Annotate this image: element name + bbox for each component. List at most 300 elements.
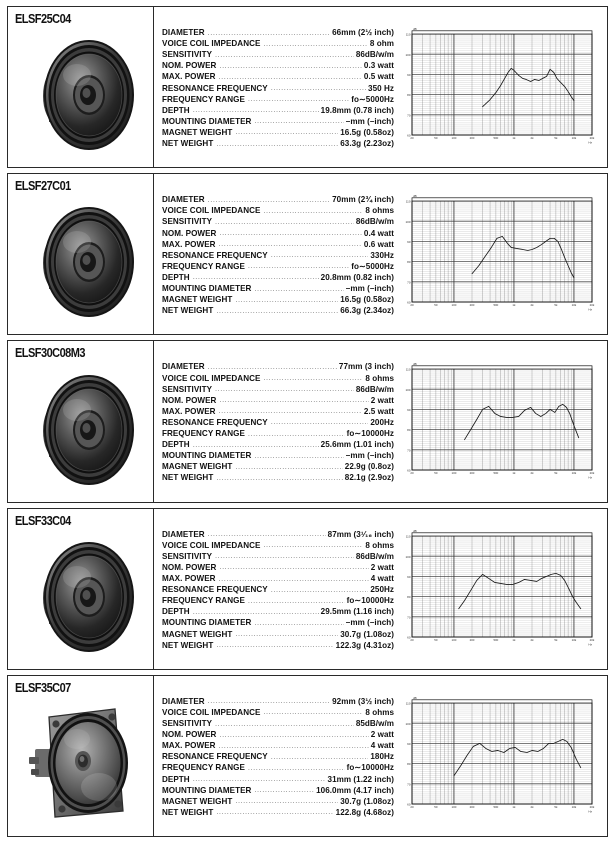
dot-leader	[263, 208, 363, 215]
chart-cell	[398, 513, 603, 665]
spec-value: fo∼10000Hz	[346, 429, 394, 439]
svg-text:20: 20	[410, 637, 414, 642]
dot-leader	[263, 542, 363, 549]
spec-value: 20.8mm (0.82 inch)	[320, 272, 394, 282]
dot-leader	[254, 118, 343, 125]
svg-text:2k: 2k	[530, 637, 534, 642]
spec-row	[162, 529, 394, 540]
spec-value: 106.0mm (4.17 inch)	[316, 785, 394, 795]
spec-row	[162, 595, 394, 606]
dot-leader	[208, 698, 330, 705]
spec-row	[162, 239, 394, 250]
svg-text:100: 100	[451, 303, 457, 308]
dot-leader	[235, 297, 338, 304]
svg-text:dB: dB	[413, 695, 417, 700]
svg-text:110: 110	[405, 199, 411, 204]
spec-value: 0.4 watt	[363, 228, 394, 238]
dot-leader	[219, 408, 362, 415]
svg-text:10k: 10k	[571, 136, 577, 141]
svg-text:100: 100	[451, 637, 457, 642]
product-image-cell	[8, 174, 154, 334]
svg-text:110: 110	[405, 701, 411, 706]
spec-value: 29.5mm (1.16 inch)	[320, 607, 394, 617]
dot-leader	[254, 787, 314, 794]
dot-leader	[219, 565, 368, 572]
spec-value: –mm (–inch)	[345, 451, 394, 461]
spec-row	[162, 785, 394, 796]
svg-text:100: 100	[405, 387, 411, 392]
dot-leader	[216, 308, 338, 315]
dot-leader	[219, 241, 362, 248]
spec-row	[162, 640, 394, 651]
panel-body	[154, 174, 607, 334]
svg-text:Hz: Hz	[588, 809, 592, 814]
spec-value: 66.3g (2.34oz)	[340, 306, 394, 316]
product-panel	[7, 508, 608, 670]
dot-leader	[215, 52, 354, 59]
spec-value: 350 Hz	[368, 83, 394, 93]
svg-text:110: 110	[405, 367, 411, 372]
dot-leader	[254, 620, 343, 627]
svg-text:60: 60	[407, 635, 411, 640]
dot-leader	[219, 743, 369, 750]
product-panel	[7, 6, 608, 168]
spec-label: DIAMETER	[162, 529, 205, 539]
spec-value: 66mm (2½ inch)	[332, 28, 394, 38]
dot-leader	[208, 364, 337, 371]
spec-value: 122.8g (4.68oz)	[335, 807, 394, 817]
svg-text:2k: 2k	[530, 136, 534, 141]
spec-row	[162, 216, 394, 227]
dot-leader	[235, 464, 342, 471]
svg-text:60: 60	[407, 300, 411, 305]
spec-label: MOUNTING DIAMETER	[162, 451, 252, 461]
spec-label: RESONANCE FREQUENCY	[162, 752, 268, 762]
svg-text:Hz: Hz	[588, 140, 592, 145]
svg-text:5k: 5k	[554, 805, 558, 810]
spec-value: fo∼10000Hz	[346, 596, 394, 606]
spec-label: DIAMETER	[162, 362, 205, 372]
spec-label: DEPTH	[162, 774, 190, 784]
spec-value: fo∼10000Hz	[346, 763, 394, 773]
svg-text:50: 50	[434, 470, 438, 475]
spec-value: 180Hz	[370, 752, 394, 762]
dot-leader	[216, 642, 333, 649]
svg-text:20: 20	[410, 805, 414, 810]
svg-text:100: 100	[451, 805, 457, 810]
spec-row	[162, 83, 394, 94]
spec-row	[162, 461, 394, 472]
spec-value: 8 ohms	[365, 373, 394, 383]
dot-leader	[208, 197, 330, 204]
svg-text:90: 90	[407, 73, 411, 78]
spec-value: 85dB/w/m	[355, 719, 394, 729]
specification-list	[154, 11, 398, 163]
svg-text:dB: dB	[413, 361, 417, 366]
spec-value: 0.5 watt	[363, 72, 394, 82]
svg-text:200: 200	[469, 470, 475, 475]
spec-label: NOM. POWER	[162, 228, 217, 238]
spec-row	[162, 606, 394, 617]
speaker-image	[8, 190, 153, 332]
svg-text:70: 70	[407, 782, 411, 787]
spec-row	[162, 60, 394, 71]
speaker-image	[8, 23, 153, 165]
dot-leader	[215, 219, 354, 226]
spec-row	[162, 540, 394, 551]
svg-text:90: 90	[407, 741, 411, 746]
product-panel	[7, 340, 608, 502]
spec-row	[162, 707, 394, 718]
spec-label: NET WEIGHT	[162, 807, 214, 817]
spec-row	[162, 105, 394, 116]
spec-value: 4 watt	[370, 574, 394, 584]
svg-text:5k: 5k	[554, 136, 558, 141]
speaker-image	[8, 357, 153, 499]
spec-label: NET WEIGHT	[162, 139, 214, 149]
svg-text:80: 80	[407, 594, 411, 599]
dot-leader	[215, 721, 354, 728]
specification-list	[154, 345, 398, 497]
svg-text:50: 50	[434, 303, 438, 308]
product-image-cell	[8, 341, 154, 501]
dot-leader	[219, 230, 361, 237]
dot-leader	[235, 631, 338, 638]
spec-value: 0.3 watt	[363, 61, 394, 71]
spec-row	[162, 194, 394, 205]
svg-text:70: 70	[407, 280, 411, 285]
svg-text:dB: dB	[413, 528, 417, 533]
spec-row	[162, 116, 394, 127]
dot-leader	[271, 252, 369, 259]
spec-row	[162, 629, 394, 640]
spec-label: MAX. POWER	[162, 406, 216, 416]
spec-row	[162, 27, 394, 38]
dot-leader	[208, 30, 330, 37]
spec-row	[162, 807, 394, 818]
frequency-response-chart	[400, 529, 596, 649]
spec-label: DEPTH	[162, 272, 190, 282]
spec-label: VOICE COIL IMPEDANCE	[162, 39, 261, 49]
spec-label: MAGNET WEIGHT	[162, 462, 233, 472]
svg-text:80: 80	[407, 93, 411, 98]
speaker-photo	[19, 33, 143, 155]
dot-leader	[271, 754, 369, 761]
spec-row	[162, 294, 394, 305]
svg-text:100: 100	[405, 554, 411, 559]
spec-row	[162, 250, 394, 261]
svg-text:20k: 20k	[589, 637, 595, 642]
spec-label: NET WEIGHT	[162, 306, 214, 316]
spec-value: 82.1g (2.9oz)	[344, 473, 394, 483]
spec-label: MAX. POWER	[162, 574, 216, 584]
svg-text:60: 60	[407, 133, 411, 138]
svg-text:10k: 10k	[571, 303, 577, 308]
spec-row	[162, 774, 394, 785]
spec-value: 70mm (2¾ inch)	[332, 195, 394, 205]
svg-text:dB: dB	[413, 194, 417, 199]
spec-label: MAGNET WEIGHT	[162, 127, 233, 137]
spec-label: NOM. POWER	[162, 562, 217, 572]
spec-row	[162, 384, 394, 395]
spec-value: 330Hz	[370, 250, 394, 260]
spec-row	[162, 762, 394, 773]
frequency-response-chart	[400, 27, 596, 147]
spec-label: MAGNET WEIGHT	[162, 295, 233, 305]
speaker-photo	[19, 368, 143, 490]
svg-text:60: 60	[407, 802, 411, 807]
spec-label: MOUNTING DIAMETER	[162, 618, 252, 628]
spec-value: fo∼5000Hz	[351, 94, 394, 104]
dot-leader	[208, 531, 326, 538]
spec-label: SENSITIVITY	[162, 217, 213, 227]
svg-text:5k: 5k	[554, 303, 558, 308]
svg-text:20: 20	[410, 303, 414, 308]
svg-text:100: 100	[451, 470, 457, 475]
spec-value: 31mm (1.22 inch)	[327, 774, 394, 784]
svg-text:50: 50	[434, 136, 438, 141]
spec-row	[162, 740, 394, 751]
panel-body	[154, 509, 607, 669]
svg-text:5k: 5k	[554, 637, 558, 642]
spec-row	[162, 127, 394, 138]
dot-leader	[215, 386, 354, 393]
spec-value: 30.7g (1.08oz)	[340, 629, 394, 639]
model-number: ELSF30C08M3	[15, 346, 86, 361]
model-number: ELSF35C07	[15, 680, 71, 695]
svg-text:Hz: Hz	[588, 475, 592, 480]
dot-leader	[248, 598, 345, 605]
spec-label: MAGNET WEIGHT	[162, 629, 233, 639]
spec-label: MAGNET WEIGHT	[162, 796, 233, 806]
dot-leader	[216, 475, 342, 482]
frequency-response-chart	[400, 194, 596, 314]
dot-leader	[271, 587, 369, 594]
spec-value: 250Hz	[370, 585, 394, 595]
spec-row	[162, 272, 394, 283]
spec-label: MAX. POWER	[162, 72, 216, 82]
svg-text:1k: 1k	[512, 637, 516, 642]
spec-label: FREQUENCY RANGE	[162, 94, 245, 104]
spec-value: 77mm (3 inch)	[338, 362, 394, 372]
spec-value: 86dB/w/m	[355, 551, 394, 561]
product-image-cell	[8, 676, 154, 836]
spec-row	[162, 428, 394, 439]
frequency-response-chart	[400, 362, 596, 482]
spec-row	[162, 71, 394, 82]
spec-label: DEPTH	[162, 607, 190, 617]
spec-label: DIAMETER	[162, 195, 205, 205]
spec-label: RESONANCE FREQUENCY	[162, 83, 268, 93]
svg-text:2k: 2k	[530, 303, 534, 308]
svg-text:1k: 1k	[512, 470, 516, 475]
spec-label: NOM. POWER	[162, 61, 217, 71]
svg-text:80: 80	[407, 260, 411, 265]
dot-leader	[216, 809, 333, 816]
spec-row	[162, 472, 394, 483]
dot-leader	[263, 41, 367, 48]
dot-leader	[193, 609, 319, 616]
dot-leader	[219, 74, 362, 81]
svg-text:5k: 5k	[554, 470, 558, 475]
svg-text:20k: 20k	[589, 805, 595, 810]
spec-value: 87mm (3¹⁄₁₆ inch)	[327, 529, 394, 539]
svg-text:10k: 10k	[571, 637, 577, 642]
spec-label: DEPTH	[162, 105, 190, 115]
spec-label: RESONANCE FREQUENCY	[162, 250, 268, 260]
spec-value: 25.6mm (1.01 inch)	[320, 440, 394, 450]
spec-value: 2 watt	[370, 395, 394, 405]
spec-value: 86dB/w/m	[355, 384, 394, 394]
frequency-response-chart	[400, 696, 596, 816]
spec-value: 86dB/w/m	[355, 50, 394, 60]
spec-row	[162, 49, 394, 60]
svg-text:1k: 1k	[512, 805, 516, 810]
spec-value: 16.5g (0.58oz)	[340, 127, 394, 137]
spec-value: 8 ohm	[369, 39, 394, 49]
svg-text:100: 100	[405, 220, 411, 225]
spec-row	[162, 261, 394, 272]
spec-value: 200Hz	[370, 417, 394, 427]
spec-row	[162, 439, 394, 450]
spec-value: –mm (–inch)	[345, 618, 394, 628]
dot-leader	[193, 776, 326, 783]
spec-label: NOM. POWER	[162, 730, 217, 740]
dot-leader	[235, 130, 338, 137]
model-number: ELSF25C04	[15, 12, 71, 26]
svg-text:20k: 20k	[589, 470, 595, 475]
spec-row	[162, 696, 394, 707]
svg-text:100: 100	[405, 721, 411, 726]
spec-label: NET WEIGHT	[162, 473, 214, 483]
spec-row	[162, 38, 394, 49]
spec-row	[162, 373, 394, 384]
svg-text:60: 60	[407, 468, 411, 473]
dot-leader	[271, 420, 369, 427]
dot-leader	[193, 275, 319, 282]
dot-leader	[235, 798, 338, 805]
spec-label: DIAMETER	[162, 696, 205, 706]
dot-leader	[193, 107, 319, 114]
spec-label: SENSITIVITY	[162, 719, 213, 729]
spec-label: VOICE COIL IMPEDANCE	[162, 540, 261, 550]
svg-text:20k: 20k	[589, 136, 595, 141]
svg-text:70: 70	[407, 113, 411, 118]
spec-row	[162, 617, 394, 628]
spec-row	[162, 796, 394, 807]
dot-leader	[263, 710, 363, 717]
spec-label: VOICE COIL IMPEDANCE	[162, 206, 261, 216]
dot-leader	[248, 263, 349, 270]
spec-label: RESONANCE FREQUENCY	[162, 417, 268, 427]
spec-value: 8 ohms	[365, 707, 394, 717]
dot-leader	[254, 286, 343, 293]
spec-label: FREQUENCY RANGE	[162, 429, 245, 439]
specification-list	[154, 680, 398, 832]
svg-text:10k: 10k	[571, 805, 577, 810]
chart-cell	[398, 345, 603, 497]
product-image-cell	[8, 509, 154, 669]
svg-text:Hz: Hz	[588, 642, 592, 647]
svg-text:10k: 10k	[571, 470, 577, 475]
spec-label: SENSITIVITY	[162, 551, 213, 561]
panel-body	[154, 676, 607, 836]
spec-value: 8 ohms	[365, 206, 394, 216]
spec-value: 19.8mm (0.78 inch)	[320, 105, 394, 115]
spec-label: FREQUENCY RANGE	[162, 763, 245, 773]
svg-text:20: 20	[410, 136, 414, 141]
spec-label: MOUNTING DIAMETER	[162, 116, 252, 126]
svg-text:dB: dB	[413, 27, 417, 31]
svg-text:200: 200	[469, 136, 475, 141]
svg-text:2k: 2k	[530, 805, 534, 810]
spec-value: 2 watt	[370, 562, 394, 572]
spec-row	[162, 417, 394, 428]
spec-value: 122.3g (4.31oz)	[335, 640, 394, 650]
svg-text:90: 90	[407, 240, 411, 245]
svg-text:1k: 1k	[512, 136, 516, 141]
spec-label: MAX. POWER	[162, 239, 216, 249]
dot-leader	[248, 765, 345, 772]
svg-text:110: 110	[405, 534, 411, 539]
dot-leader	[263, 375, 363, 382]
svg-text:50: 50	[434, 805, 438, 810]
spec-label: RESONANCE FREQUENCY	[162, 585, 268, 595]
spec-label: DIAMETER	[162, 28, 205, 38]
spec-value: 4 watt	[370, 741, 394, 751]
spec-value: 8 ohms	[365, 540, 394, 550]
specification-list	[154, 513, 398, 665]
svg-text:70: 70	[407, 447, 411, 452]
chart-cell	[398, 178, 603, 330]
speaker-photo	[19, 699, 143, 827]
dot-leader	[219, 63, 361, 70]
svg-text:100: 100	[451, 136, 457, 141]
dot-leader	[219, 732, 368, 739]
svg-text:80: 80	[407, 762, 411, 767]
spec-label: VOICE COIL IMPEDANCE	[162, 373, 261, 383]
spec-label: MOUNTING DIAMETER	[162, 785, 252, 795]
spec-label: NOM. POWER	[162, 395, 217, 405]
svg-text:Hz: Hz	[588, 307, 592, 312]
svg-text:70: 70	[407, 615, 411, 620]
speaker-image	[8, 692, 153, 834]
spec-value: 2.5 watt	[363, 406, 394, 416]
spec-value: –mm (–inch)	[345, 284, 394, 294]
svg-text:500: 500	[493, 303, 499, 308]
spec-row	[162, 450, 394, 461]
spec-label: VOICE COIL IMPEDANCE	[162, 707, 261, 717]
dot-leader	[271, 85, 366, 92]
spec-value: 2 watt	[370, 730, 394, 740]
spec-row	[162, 228, 394, 239]
speaker-image	[8, 525, 153, 667]
spec-label: DEPTH	[162, 440, 190, 450]
product-panel	[7, 675, 608, 837]
spec-row	[162, 205, 394, 216]
spec-label: FREQUENCY RANGE	[162, 596, 245, 606]
svg-text:500: 500	[493, 805, 499, 810]
svg-text:90: 90	[407, 407, 411, 412]
spec-row	[162, 406, 394, 417]
spec-value: 22.9g (0.8oz)	[344, 462, 394, 472]
spec-value: 0.6 watt	[363, 239, 394, 249]
spec-row	[162, 551, 394, 562]
spec-value: 92mm (3½ inch)	[332, 696, 394, 706]
dot-leader	[219, 576, 369, 583]
spec-label: SENSITIVITY	[162, 384, 213, 394]
spec-value: 86dB/w/m	[355, 217, 394, 227]
